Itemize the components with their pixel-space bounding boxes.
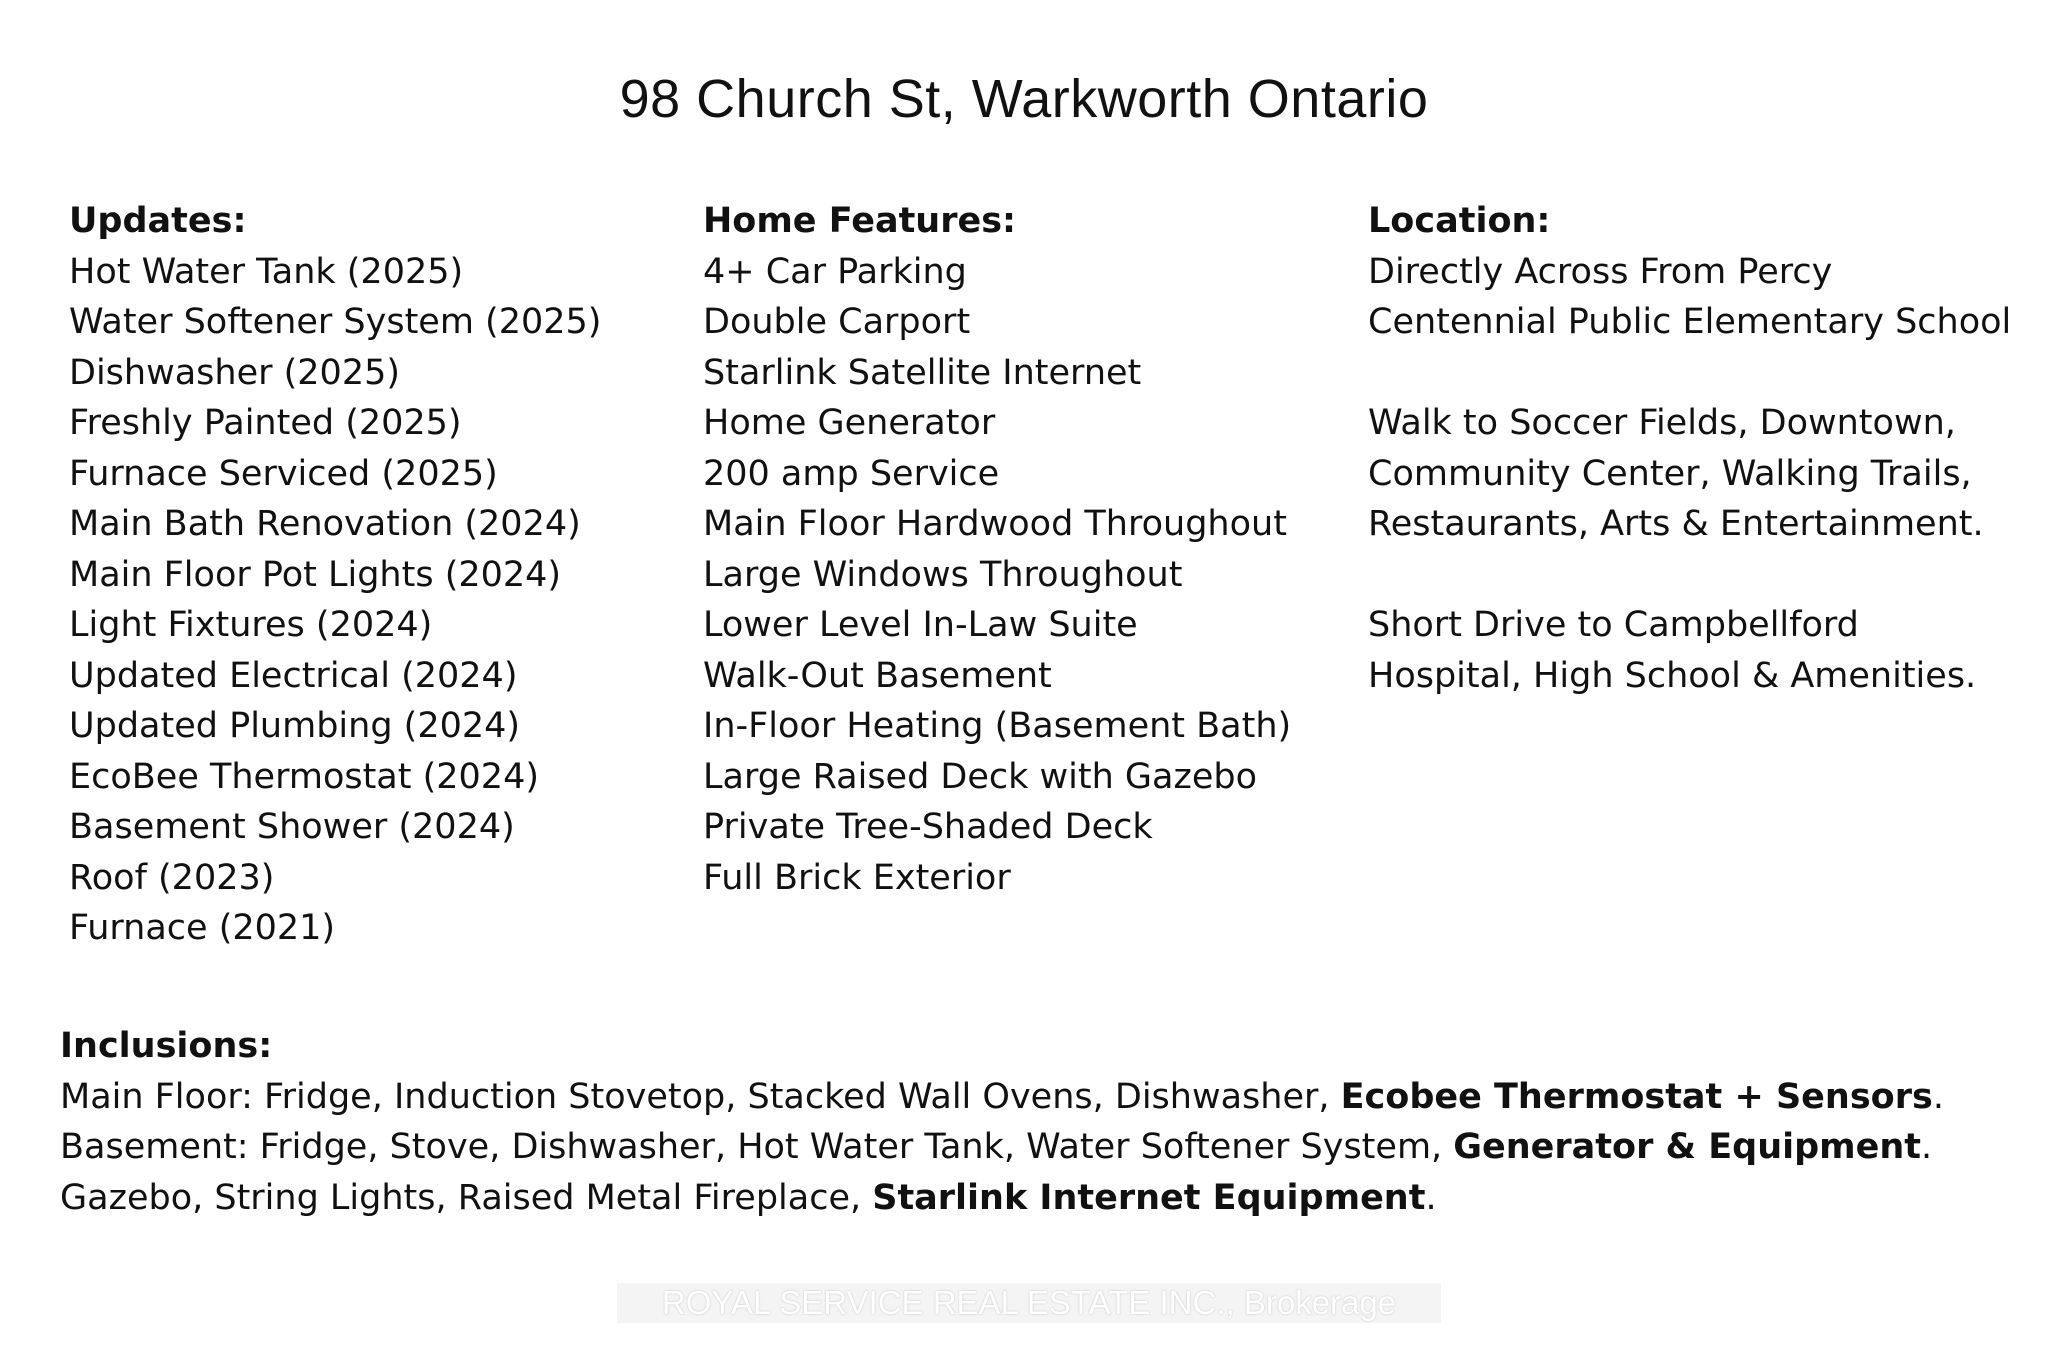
inclusions-period: .	[1932, 1076, 1944, 1117]
list-item: Large Windows Throughout	[703, 554, 1183, 595]
inclusions-bold-text: Starlink Internet Equipment	[872, 1177, 1426, 1218]
inclusions-bold-text: Ecobee Thermostat + Sensors	[1340, 1076, 1933, 1117]
inclusions-text: Basement: Fridge, Stove, Dishwasher, Hot Water Tank, Water Softener System,	[60, 1127, 1454, 1167]
list-item: Light Fixtures (2024)	[69, 605, 433, 645]
location-line: Walk to Soccer Fields, Downtown,	[1368, 403, 1956, 443]
location-line: Restaurants, Arts & Entertainment.	[1368, 504, 1984, 544]
location-line: Short Drive to Campbellford	[1368, 605, 1859, 645]
inclusions-period: .	[1425, 1177, 1437, 1218]
list-item: Main Floor Hardwood Throughout	[703, 504, 1287, 544]
list-item: Basement Shower (2024)	[69, 807, 515, 847]
list-item: Double Carport	[703, 302, 971, 342]
list-item: Private Tree-Shaded Deck	[703, 807, 1153, 847]
location-line: Centennial Public Elementary School	[1368, 302, 2012, 342]
list-item: Furnace Serviced (2025)	[69, 453, 498, 494]
list-item: In-Floor Heating (Basement Bath)	[703, 706, 1292, 746]
updates-list	[69, 247, 601, 954]
home-features-list	[703, 247, 1291, 904]
list-item: EcoBee Thermostat (2024)	[69, 756, 539, 797]
brokerage-watermark: ROYAL SERVICE REAL ESTATE INC., Brokerage	[617, 1283, 1441, 1323]
updates-heading: Updates:	[69, 201, 247, 241]
location-heading: Location:	[1368, 201, 1551, 241]
list-item: Lower Level In-Law Suite	[703, 605, 1138, 645]
inclusions-heading: Inclusions:	[60, 1026, 273, 1066]
updates-section	[69, 196, 601, 954]
inclusions-text: Main Floor: Fridge, Induction Stovetop, Stacked Wall Ovens, Dishwasher,	[60, 1076, 1341, 1117]
location-section	[1368, 196, 2011, 752]
list-item: Large Raised Deck with Gazebo	[703, 756, 1258, 797]
list-item: Home Generator	[703, 403, 996, 443]
inclusions-period: .	[1921, 1127, 1933, 1167]
home-features-heading: Home Features:	[703, 201, 1017, 241]
list-item: Hot Water Tank (2025)	[69, 251, 464, 292]
location-line: Directly Across From Percy	[1368, 251, 1833, 292]
inclusions-line	[60, 1072, 1944, 1123]
page-title: 98 Church St, Warkworth Ontario	[619, 69, 1429, 129]
location-line: Hospital, High School & Amenities.	[1368, 655, 1977, 696]
list-item: Roof (2023)	[69, 857, 275, 898]
list-item: Starlink Satellite Internet	[703, 352, 1142, 393]
list-item: 200 amp Service	[703, 453, 1000, 494]
inclusions-bold-text: Generator & Equipment	[1453, 1127, 1922, 1167]
location-paragraph	[1368, 600, 2011, 701]
location-paragraph	[1368, 247, 2011, 348]
list-item: Updated Plumbing (2024)	[69, 706, 521, 746]
list-item: Main Bath Renovation (2024)	[69, 504, 581, 544]
list-item: Furnace (2021)	[69, 908, 336, 948]
inclusions-text: Gazebo, String Lights, Raised Metal Fireplace,	[60, 1177, 873, 1218]
inclusions-line	[60, 1122, 1944, 1173]
list-item: Freshly Painted (2025)	[69, 403, 462, 443]
location-paragraph	[1368, 398, 2011, 550]
list-item: Water Softener System (2025)	[69, 302, 602, 342]
inclusions-line	[60, 1173, 1944, 1224]
list-item: Main Floor Pot Lights (2024)	[69, 554, 562, 595]
home-features-section	[703, 196, 1291, 903]
list-item: Full Brick Exterior	[703, 857, 1011, 898]
inclusions-section	[60, 1021, 1944, 1223]
location-line: Community Center, Walking Trails,	[1368, 453, 1972, 494]
list-item: Walk-Out Basement	[703, 655, 1052, 696]
list-item: 4+ Car Parking	[703, 251, 967, 292]
list-item: Updated Electrical (2024)	[69, 655, 518, 696]
list-item: Dishwasher (2025)	[69, 352, 401, 393]
